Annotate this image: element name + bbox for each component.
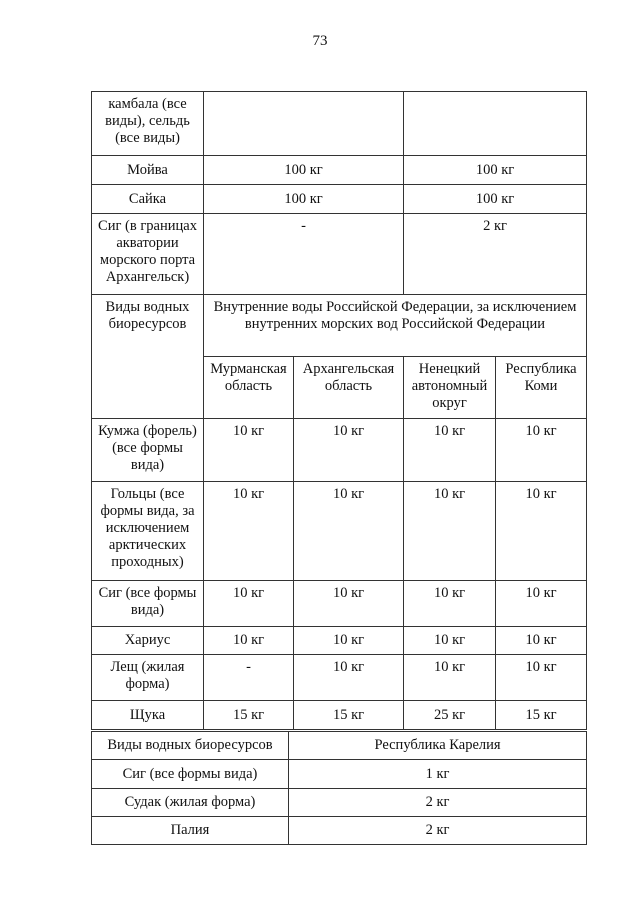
region-header: Республика Коми [496, 357, 587, 419]
table-row [92, 185, 587, 214]
value-cell: 10 кг [294, 482, 404, 581]
value-cell: 15 кг [496, 701, 587, 730]
value-cell: 10 кг [204, 419, 294, 482]
species-cell: Сиг (все формы вида) [92, 760, 289, 789]
value-cell: 10 кг [294, 627, 404, 655]
value-cell: 10 кг [496, 581, 587, 627]
value-cell [404, 92, 587, 156]
value-cell: 100 кг [204, 156, 404, 185]
species-header: Виды водных биоресурсов [92, 732, 289, 760]
value-cell: 10 кг [204, 482, 294, 581]
table-row [92, 817, 587, 845]
region-header: Республика Карелия [289, 732, 587, 760]
page-number: 73 [312, 33, 328, 49]
species-cell: Кумжа (форель) (все формы вида) [92, 419, 204, 482]
table-row [92, 482, 587, 581]
species-cell: Мойва [92, 156, 204, 185]
value-cell: 10 кг [404, 419, 496, 482]
value-cell: 1 кг [289, 760, 587, 789]
value-cell: 25 кг [404, 701, 496, 730]
value-cell: 2 кг [289, 817, 587, 845]
table-row [92, 214, 587, 295]
table-row [92, 419, 587, 482]
region-header: Архангельская область [294, 357, 404, 419]
value-cell: 10 кг [496, 655, 587, 701]
value-cell: 100 кг [204, 185, 404, 214]
value-cell: 2 кг [289, 789, 587, 817]
value-cell: 15 кг [204, 701, 294, 730]
species-cell: Хариус [92, 627, 204, 655]
table-row [92, 789, 587, 817]
value-cell: 10 кг [496, 419, 587, 482]
region-header: Ненецкий автономный округ [404, 357, 496, 419]
waters-header: Внутренние воды Российской Федерации, за исключением внутренних морских вод Российской Федерации [204, 295, 587, 357]
species-cell: Сиг (в границах акватории морского порта Архангельск) [92, 214, 204, 295]
table-row [92, 92, 587, 156]
species-cell: Палия [92, 817, 289, 845]
value-cell: 10 кг [496, 627, 587, 655]
table-row [92, 627, 587, 655]
species-cell: Щука [92, 701, 204, 730]
value-cell: 10 кг [404, 627, 496, 655]
region-header: Мурманская область [204, 357, 294, 419]
table-row [92, 581, 587, 627]
table-header-row [92, 732, 587, 760]
species-cell: Сайка [92, 185, 204, 214]
species-cell: Сиг (все формы вида) [92, 581, 204, 627]
value-cell: 10 кг [496, 482, 587, 581]
species-cell: камбала (все виды), сельдь (все виды) [92, 92, 204, 156]
table-header-row [92, 295, 587, 357]
species-cell: Гольцы (все формы вида, за исключением арктических проходных) [92, 482, 204, 581]
value-cell: 10 кг [204, 581, 294, 627]
species-header: Виды водных биоресурсов [92, 295, 204, 419]
value-cell: 15 кг [294, 701, 404, 730]
value-cell: 10 кг [294, 419, 404, 482]
value-cell: 100 кг [404, 185, 587, 214]
value-cell: 10 кг [294, 581, 404, 627]
value-cell: 10 кг [294, 655, 404, 701]
table-row [92, 760, 587, 789]
table-row [92, 156, 587, 185]
value-cell [204, 92, 404, 156]
table-row [92, 655, 587, 701]
value-cell: - [204, 214, 404, 295]
value-cell: 10 кг [404, 482, 496, 581]
catch-limits-table [91, 91, 587, 730]
value-cell: 10 кг [404, 655, 496, 701]
karelia-table [91, 731, 587, 845]
value-cell: 10 кг [204, 627, 294, 655]
species-cell: Лещ (жилая форма) [92, 655, 204, 701]
value-cell: 10 кг [404, 581, 496, 627]
value-cell: - [204, 655, 294, 701]
species-cell: Судак (жилая форма) [92, 789, 289, 817]
table-row [92, 701, 587, 730]
value-cell: 2 кг [404, 214, 587, 295]
value-cell: 100 кг [404, 156, 587, 185]
